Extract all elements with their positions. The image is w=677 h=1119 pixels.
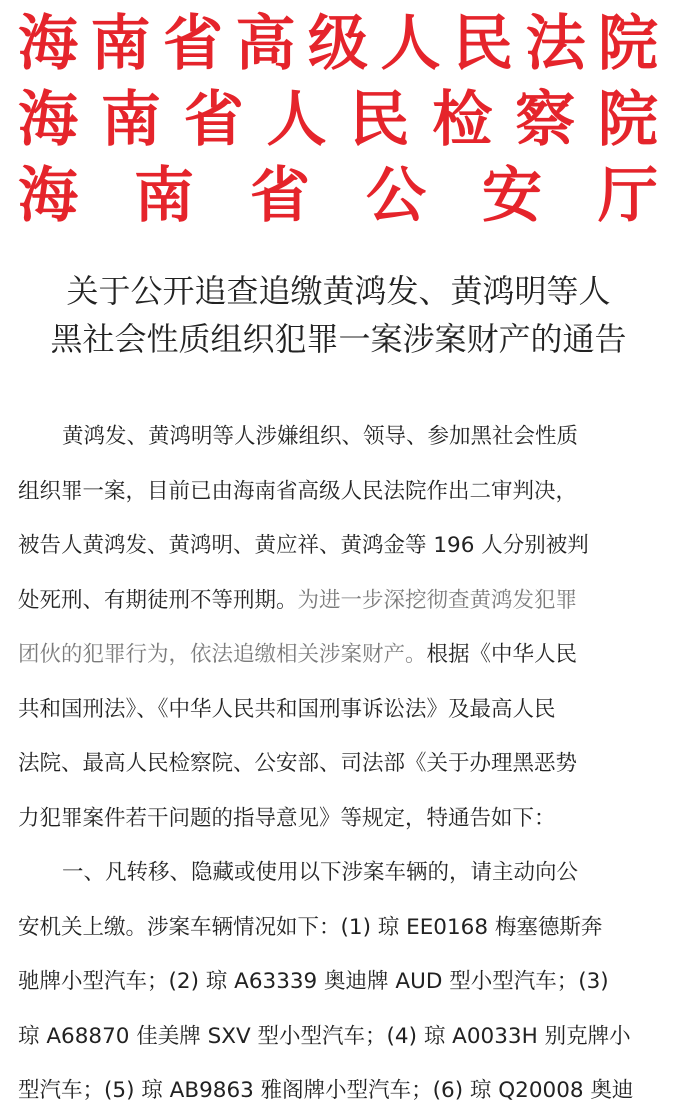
issuer-char: 省: [163, 9, 223, 79]
issuer-char: 民: [349, 85, 410, 155]
issuer-char: 海: [18, 161, 78, 231]
issuer-char: 省: [183, 85, 244, 155]
issuer-char: 察: [515, 85, 576, 155]
notice-title-line-2: 黑社会性质组织犯罪一案涉案财产的通告: [50, 320, 627, 358]
body-line: 琼 A68870 佳美牌 SXV 型小型汽车；(4) 琼 A0033H 别克牌小: [18, 1023, 631, 1049]
issuer-char: 级: [308, 9, 368, 79]
issuer-char: 海: [18, 9, 78, 79]
body-line: 被告人黄鸿发、黄鸿明、黄应祥、黄鸿金等 196 人分别被判: [18, 533, 589, 558]
issuer-char: 院: [597, 85, 658, 155]
issuer-char: 公: [366, 161, 426, 231]
body-line: 共和国刑法》、《中华人民共和国刑事诉讼法》及最高人民: [18, 696, 556, 722]
body-line: [18, 574, 663, 629]
issuer-char: 海: [18, 85, 78, 155]
body-text: 根据《中华人民: [426, 642, 578, 667]
issuer-line-public-security: [18, 160, 658, 232]
issuer-line-procuratorate: [18, 84, 658, 156]
issuer-char: 厅: [598, 161, 658, 231]
body-line: 组织罪一案，目前已由海南省高级人民法院作出二审判决，: [18, 478, 578, 504]
issuer-char: 人: [266, 85, 327, 155]
body-line: 安机关上缴。涉案车辆情况如下：(1) 琼 EE0168 梅塞德斯奔: [18, 914, 603, 940]
issuer-char: 高: [235, 9, 296, 79]
body-line: 一、凡转移、隐藏或使用以下涉案车辆的，请主动向公: [62, 860, 579, 885]
issuer-char: 检: [432, 85, 493, 155]
body-line: 力犯罪案件若干问题的指导意见》等规定，特通告如下：: [18, 805, 556, 831]
issuer-char: 南: [90, 9, 151, 79]
issuer-char: 南: [100, 85, 161, 155]
issuer-char: 人: [380, 9, 441, 79]
issuer-char: 安: [482, 161, 542, 231]
issuer-char: 南: [134, 161, 194, 231]
body-text: 处死刑、有期徒刑不等刑期。: [18, 587, 298, 613]
body-line: [18, 628, 663, 683]
body-line: 型汽车；(5) 琼 AB9863 雅阁牌小型汽车；(6) 琼 Q20008 奥迪: [18, 1078, 634, 1103]
issuer-char: 省: [250, 161, 310, 231]
highlighted-text: 团伙的犯罪行为，依法追缴相关涉案财产。: [18, 642, 427, 667]
body-line: 黄鸿发、黄鸿明等人涉嫌组织、领导、参加黑社会性质: [62, 424, 579, 449]
issuer-char: 民: [453, 9, 513, 79]
body-line: 驰牌小型汽车；(2) 琼 A63339 奥迪牌 AUD 型小型汽车；(3): [18, 969, 609, 994]
highlighted-text: 为进一步深挖彻查黄鸿发犯罪: [297, 587, 578, 613]
notice-title-line-1: 关于公开追查追缴黄鸿发、黄鸿明等人: [66, 272, 611, 310]
body-line: 法院、最高人民检察院、公安部、司法部《关于办理黑恶势: [18, 751, 578, 776]
issuer-char: 法: [525, 9, 586, 79]
issuer-char: 院: [598, 9, 658, 79]
issuer-line-high-court: [18, 8, 658, 80]
notice-body: [18, 410, 663, 1119]
